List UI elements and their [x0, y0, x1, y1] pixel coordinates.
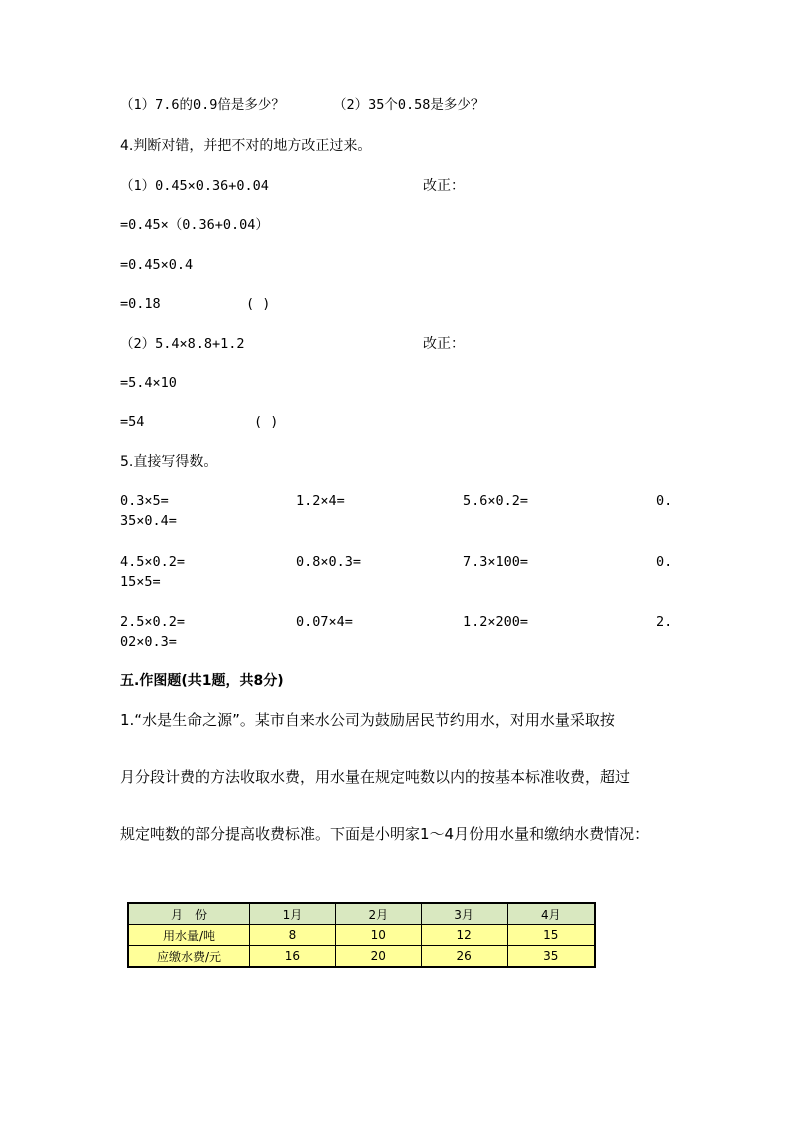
problem-text-line-1: 1.“水是生命之源”。某市自来水公司为鼓励居民节约用水，对用水量采取按 [120, 711, 615, 729]
q5-expr: 2.5×0.2= [120, 614, 186, 630]
q4-title: 4.判断对错，并把不对的地方改正过来。 [120, 138, 372, 154]
table-cell: 20 [335, 946, 421, 968]
table-header-cell: 1月 [250, 903, 336, 925]
table-header-row [128, 903, 595, 925]
q5-expr: 0.8×0.3= [296, 554, 362, 570]
q5-expr: 1.2×4= [296, 493, 345, 509]
q5-expr: 0.3×5= [120, 493, 169, 509]
q5-expr: 4.5×0.2= [120, 554, 186, 570]
section-heading: 五.作图题(共1题，共8分) [120, 673, 284, 689]
table-cell: 26 [421, 946, 507, 968]
q4-part2-step1: =5.4×10 [120, 375, 177, 391]
q5-expr: 2. [656, 614, 673, 630]
table-header-cell: 4月 [507, 903, 595, 925]
q5-expr-wrap: 02×0.3= [120, 634, 177, 650]
q5-expr: 1.2×200= [463, 614, 529, 630]
table-cell: 35 [507, 946, 595, 968]
q5-expr-wrap: 15×5= [120, 574, 161, 590]
table-cell: 12 [421, 925, 507, 946]
q3-item-1: （1）7.6的0.9倍是多少？ [120, 97, 285, 113]
table-row [128, 925, 595, 946]
q4-part1-fix-label: 改正： [423, 178, 465, 194]
table-header-cell: 3月 [421, 903, 507, 925]
water-usage-table [127, 902, 596, 968]
problem-text-line-3: 规定吨数的部分提高收费标准。下面是小明家1～4月份用水量和缴纳水费情况： [120, 825, 650, 843]
table-cell: 15 [507, 925, 595, 946]
table-cell: 16 [250, 946, 336, 968]
q4-part1-answer-blank[interactable]: ( ) [246, 296, 271, 312]
q4-part2-fix-label: 改正： [423, 336, 465, 352]
q5-title: 5.直接写得数。 [120, 454, 218, 470]
table-cell: 8 [250, 925, 336, 946]
q5-expr: 0. [656, 493, 673, 509]
q5-expr: 5.6×0.2= [463, 493, 529, 509]
problem-text-line-2: 月分段计费的方法收取水费，用水量在规定吨数以内的按基本标准收费，超过 [120, 768, 631, 786]
table-header-cell: 2月 [335, 903, 421, 925]
table-row [128, 946, 595, 968]
q5-expr: 0.07×4= [296, 614, 353, 630]
q3-item-2: （2）35个0.58是多少？ [333, 97, 485, 113]
table-header-cell: 月 份 [128, 903, 250, 925]
q4-part2-expr: （2）5.4×8.8+1.2 [120, 336, 245, 352]
q4-part1-step1: =0.45×（0.36+0.04） [120, 217, 269, 233]
table-cell: 10 [335, 925, 421, 946]
q5-expr: 7.3×100= [463, 554, 529, 570]
q4-part1-expr: （1）0.45×0.36+0.04 [120, 178, 269, 194]
table-cell: 应缴水费/元 [128, 946, 250, 968]
q4-part2-answer-blank[interactable]: ( ) [254, 414, 279, 430]
q4-part1-step3: =0.18 [120, 296, 161, 312]
q5-expr-wrap: 35×0.4= [120, 513, 177, 529]
table-cell: 用水量/吨 [128, 925, 250, 946]
q4-part2-step2: =54 [120, 414, 145, 430]
q4-part1-step2: =0.45×0.4 [120, 257, 194, 273]
q5-expr: 0. [656, 554, 673, 570]
